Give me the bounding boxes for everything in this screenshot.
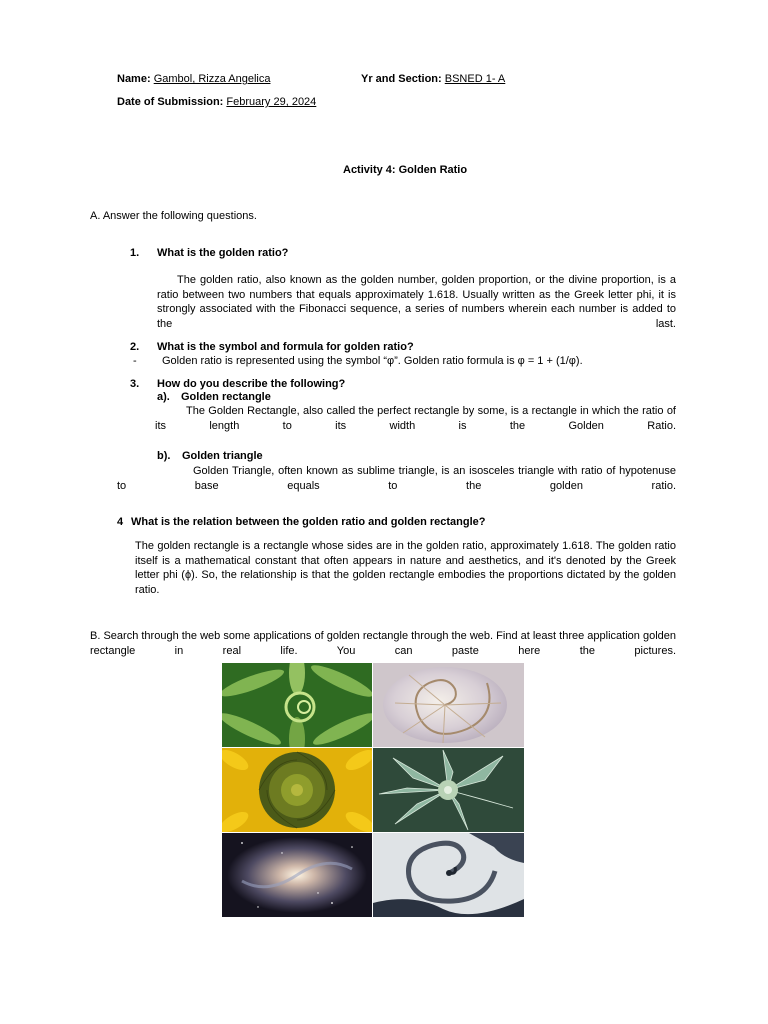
- succulent-spiral-image: [373, 748, 524, 832]
- name-label: Name:: [117, 73, 151, 85]
- section-value: BSNED 1- A: [444, 73, 506, 85]
- sunflower-image: [222, 748, 372, 832]
- q4-question: What is the relation between the golden ratio and golden rectangle?: [131, 516, 486, 528]
- galaxy-image: [222, 833, 372, 917]
- section-label: Yr and Section:: [361, 73, 442, 85]
- q2-number: 2.: [130, 341, 140, 353]
- q4-answer: The golden rectangle is a rectangle whose sides are in the golden ratio, approximately 1.618. The golden ratio itself is a mathematical constant that often appears in nature and aesthetics, and it's denoted by the Greek letter phi (ϕ). So, the relationship is that the golden rectangle embodies the proportions dictated by the golden ratio.: [135, 540, 676, 596]
- q4-number: 4: [117, 516, 124, 528]
- q3-question: How do you describe the following?: [157, 378, 346, 390]
- q3-number: 3.: [130, 378, 140, 390]
- page-title: Activity 4: Golden Ratio: [343, 164, 468, 176]
- part-b-instruction: B. Search through the web some applications of golden rectangle through the web. Find at least three application golden rectangle in real life. You can paste here the pictures.: [90, 630, 676, 657]
- q3b-title: Golden triangle: [182, 450, 263, 462]
- q2-question: What is the symbol and formula for golden ratio?: [157, 341, 414, 353]
- q3a-label: a).: [157, 391, 170, 403]
- plant-spiral-image: [222, 663, 372, 747]
- q3b-label: b).: [157, 450, 171, 462]
- q3a-answer: The Golden Rectangle, also called the perfect rectangle by some, is a rectangle in which the ratio of its length to its width is the Golden Ratio.: [155, 405, 676, 432]
- part-a-instruction: A. Answer the following questions.: [90, 210, 257, 222]
- q2-answer: Golden ratio is represented using the symbol “φ”. Golden ratio formula is φ = 1 + (1/φ).: [162, 355, 583, 367]
- date-line: [117, 96, 316, 108]
- date-label: Date of Submission:: [117, 96, 224, 108]
- q3b-answer: Golden Triangle, often known as sublime triangle, is an isosceles triangle with ratio of hypotenuse to base equals to the golden ratio.: [117, 465, 676, 492]
- name-line: [117, 73, 270, 85]
- q1-number: 1.: [130, 247, 140, 259]
- section-line: [361, 73, 505, 85]
- q1-question: What is the golden ratio?: [157, 247, 289, 259]
- q2-bullet: -: [133, 355, 137, 367]
- q1-answer: The golden ratio, also known as the golden number, golden proportion, or the divine proportion, is a ratio between two numbers that equals approximately 1.618. Usually written as the Greek letter phi, it is strongly associated with the Fibonacci sequence, a series of numbers wherein each number is added to the last.: [157, 274, 676, 330]
- date-value: February 29, 2024: [226, 96, 317, 108]
- name-value: Gambol, Rizza Angelica: [153, 73, 271, 85]
- q3a-title: Golden rectangle: [181, 391, 271, 403]
- hurricane-image: [373, 833, 524, 917]
- golden-ratio-image-grid: [222, 663, 524, 917]
- nautilus-shell-image: [373, 663, 524, 747]
